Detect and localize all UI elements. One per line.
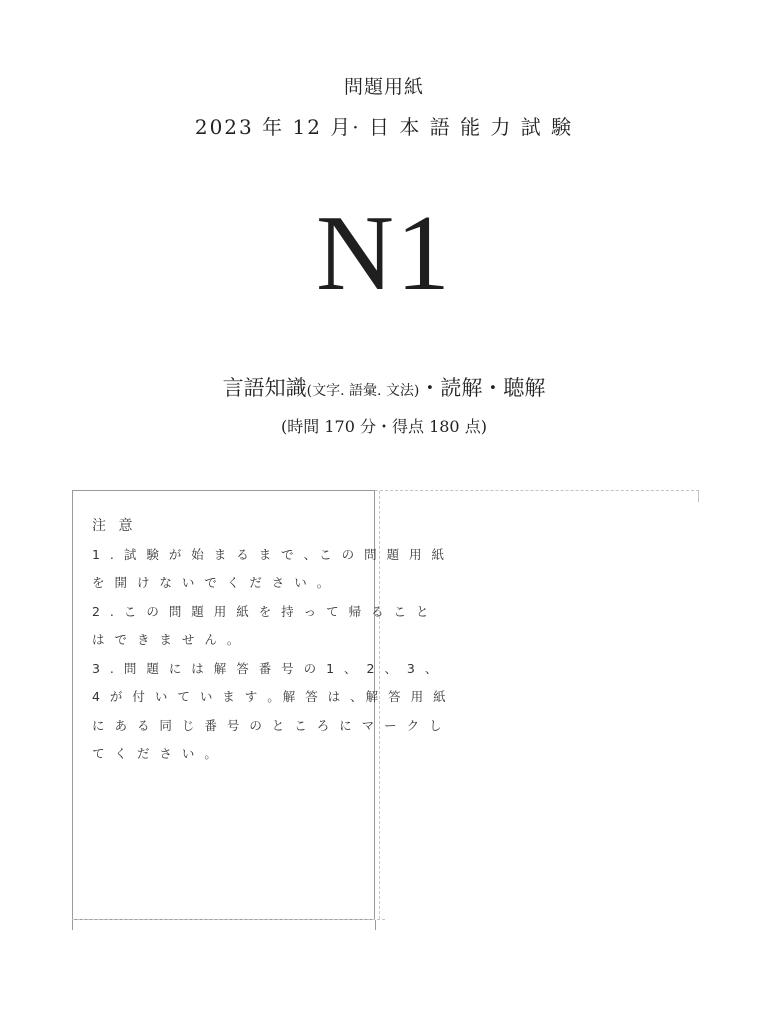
notes-heading: 注 意 [92, 518, 137, 534]
notes-line: 1 . 試 験 が 始 ま る ま で 、こ の 問 題 用 紙 [92, 547, 448, 562]
section-reading-listening: ・読解・聴解 [419, 376, 546, 400]
exam-sections [0, 372, 768, 402]
notes-line: 2 . こ の 問 題 用 紙 を 持 っ て 帰 る こ と [92, 604, 432, 619]
notes-line: に あ る 同 じ 番 号 の と こ ろ に マ ー ク し [92, 718, 445, 733]
divider-tick-right [698, 490, 699, 502]
exam-title: 2023 年 12 月· 日 本 語 能 力 試 験 [194, 115, 574, 139]
notes-line: は で き ま せ ん 。 [92, 632, 243, 647]
section-language-knowledge: 言語知識 [222, 376, 307, 400]
notes-line: を 開 け な い で く だ さ い 。 [92, 575, 333, 590]
divider-tick-middle [375, 920, 376, 930]
divider-bottom [72, 919, 385, 920]
notes-line: て く だ さ い 。 [92, 746, 220, 761]
notes-line: 3 . 問 題 に は 解 答 番 号 の 1 、 2 、 3 、 [92, 661, 441, 676]
notes-line: 4 が 付 い て い ま す 。解 答 は 、解 答 用 紙 [92, 689, 449, 704]
section-language-knowledge-detail: (文字. 語彙. 文法) [306, 383, 420, 399]
divider-top-right [375, 490, 699, 491]
exam-level: N1 [316, 194, 452, 313]
notes-box [72, 490, 449, 920]
time-and-score: (時間 170 分・得点 180 点) [281, 417, 487, 436]
divider-tick-left [72, 920, 73, 930]
document-type: 問題用紙 [343, 76, 424, 98]
